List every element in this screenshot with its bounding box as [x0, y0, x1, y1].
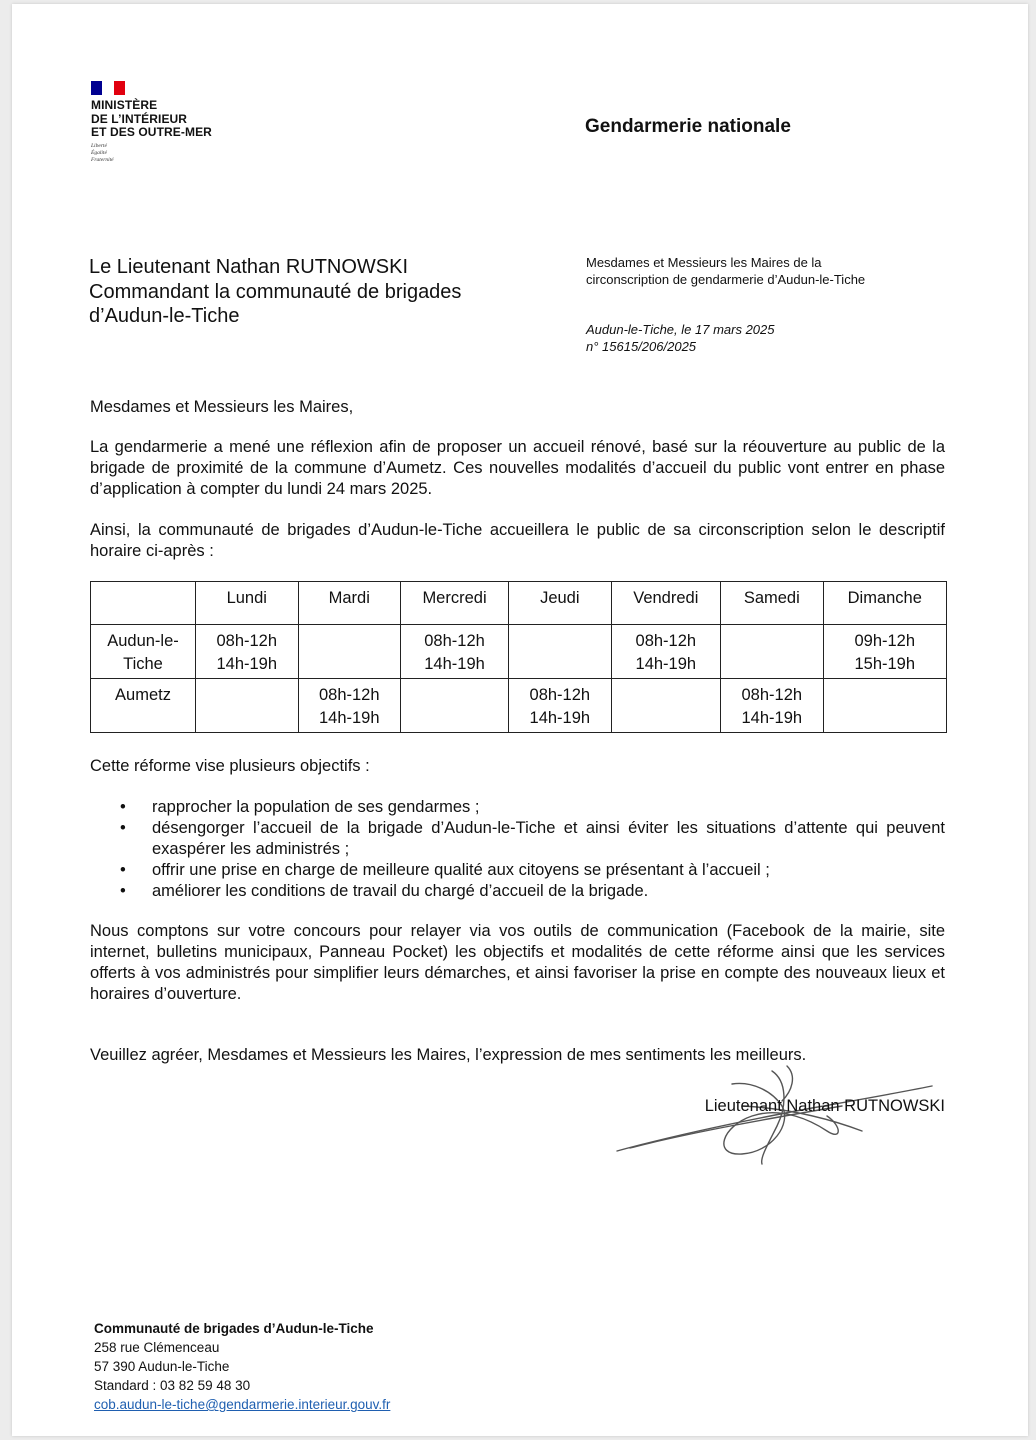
footer-unit-name: Communauté de brigades d’Audun-le-Tiche	[94, 1321, 374, 1336]
paragraph-request: Nous comptons sur votre concours pour relayer via vos outils de communication (Facebook de la mairie, site internet, bulletins municipaux, Panneau Pocket) les objectifs et modalités de cette réforme ainsi que les services offerts à vos administrés pour simplifier leurs démarches, et ainsi favoriser la prise en compte des nouveaux lieux et horaires d’ouverture.	[90, 922, 945, 1003]
flag-white	[102, 81, 113, 95]
sender-line: Le Lieutenant Nathan RUTNOWSKI	[89, 256, 409, 278]
schedule-header-cell: Vendredi	[611, 582, 720, 625]
schedule-cell	[401, 679, 509, 733]
paragraph-intro: La gendarmerie a mené une réflexion afin de proposer un accueil rénové, basé sur la réouverture au public de la brigade de proximité de la commune d’Aumetz. Ces nouvelles modalités d’accueil du public vont entrer en phase d’application à compter du lundi 24 mars 2025.	[90, 438, 945, 498]
schedule-header-cell: Dimanche	[823, 582, 946, 625]
schedule-cell	[298, 679, 401, 733]
objective-text: améliorer les conditions de travail du chargé d’accueil de la brigade.	[152, 882, 649, 900]
schedule-cell	[721, 679, 824, 733]
schedule-cell	[509, 625, 612, 679]
ministry-name	[91, 99, 251, 140]
footer-address	[94, 1319, 390, 1414]
bullet-icon: •	[120, 882, 126, 900]
hours-line: 08h-12h	[424, 632, 485, 650]
footer-city: 57 390 Audun-le-Tiche	[94, 1359, 230, 1374]
bullet-icon: •	[120, 819, 126, 837]
schedule-cell	[401, 625, 509, 679]
objectives-list	[90, 797, 945, 902]
hours-line: 15h-19h	[854, 654, 916, 673]
schedule-table	[90, 581, 947, 733]
handwritten-signature	[612, 1056, 942, 1176]
republic-motto	[91, 143, 251, 164]
letter-page	[12, 4, 1028, 1436]
signatory-name: Lieutenant Nathan RUTNOWSKI	[704, 1097, 945, 1115]
motto-line: Fraternité	[91, 156, 114, 163]
place-date: Audun-le-Tiche, le 17 mars 2025	[586, 322, 775, 337]
footer-email-link[interactable]: cob.audun-le-tiche@gendarmerie.interieur.gouv.fr	[94, 1397, 391, 1412]
schedule-location	[91, 679, 196, 733]
sender-line: d’Audun-le-Tiche	[89, 305, 240, 327]
schedule-header-cell	[91, 582, 196, 625]
list-item	[90, 818, 945, 860]
hours-line: 08h-12h	[318, 686, 380, 704]
hours-line: 14h-19h	[318, 708, 380, 727]
hours-line: 14h-19h	[424, 654, 485, 673]
sender-line: Commandant la communauté de brigades	[89, 280, 462, 303]
schedule-cell	[611, 679, 720, 733]
footer-street: 258 rue Clémenceau	[94, 1340, 220, 1355]
ministry-line: DE L’INTÉRIEUR	[91, 111, 188, 126]
schedule-header-cell: Jeudi	[509, 582, 612, 625]
schedule-cell	[721, 625, 824, 679]
sender-block	[89, 255, 461, 329]
list-item	[90, 881, 945, 902]
motto-line: Liberté	[91, 142, 107, 149]
hours-line: 08h-12h	[635, 632, 697, 650]
hours-line: 14h-19h	[635, 654, 697, 673]
hours-line: 08h-12h	[216, 632, 278, 650]
paragraph-objectives-intro: Cette réforme vise plusieurs objectifs :	[90, 757, 370, 775]
schedule-header-cell: Samedi	[721, 582, 824, 625]
location-line: Tiche	[123, 654, 163, 673]
hours-line: 08h-12h	[741, 686, 803, 704]
schedule-cell	[298, 625, 401, 679]
hours-line: 14h-19h	[741, 708, 803, 727]
date-reference	[586, 321, 775, 355]
schedule-row-aumetz	[91, 679, 947, 733]
schedule-cell	[509, 679, 612, 733]
objective-text: rapprocher la population de ses gendarmes ;	[152, 798, 480, 816]
recipient-line: Mesdames et Messieurs les Maires de la	[586, 255, 822, 270]
flag-blue	[91, 81, 102, 95]
hours-line: 09h-12h	[854, 632, 916, 650]
schedule-cell	[823, 679, 946, 733]
ministry-logo	[91, 81, 251, 164]
objective-text: désengorger l’accueil de la brigade d’Audun-le-Tiche et ainsi éviter les situations d’attente qui peuvent exaspérer les administrés ;	[152, 819, 945, 858]
recipient-block	[586, 254, 865, 288]
paragraph-schedule-intro: Ainsi, la communauté de brigades d’Audun-le-Tiche accueillera le public de sa circonscription selon le descriptif horaire ci-après :	[90, 521, 945, 560]
hours-line: 14h-19h	[216, 654, 278, 673]
list-item	[90, 860, 945, 881]
flag-red	[114, 81, 125, 95]
salutation: Mesdames et Messieurs les Maires,	[90, 398, 354, 416]
hours-line: 14h-19h	[529, 708, 591, 727]
location-line: Audun-le-	[107, 632, 179, 650]
french-flag-icon	[91, 81, 125, 95]
schedule-cell	[611, 625, 720, 679]
location-line: Aumetz	[115, 686, 171, 704]
ministry-line: MINISTÈRE	[91, 98, 158, 112]
organization-title: Gendarmerie nationale	[585, 116, 791, 137]
schedule-header-cell: Mardi	[298, 582, 401, 625]
objective-text: offrir une prise en charge de meilleure qualité aux citoyens se présentant à l’accueil ;	[152, 861, 770, 879]
bullet-icon: •	[120, 798, 126, 816]
reference-number: n° 15615/206/2025	[586, 339, 697, 354]
bullet-icon: •	[120, 861, 126, 879]
schedule-cell	[823, 625, 946, 679]
closing-formula: Veuillez agréer, Mesdames et Messieurs les Maires, l’expression de mes sentiments les meilleurs.	[90, 1046, 807, 1064]
footer-phone: Standard : 03 82 59 48 30	[94, 1378, 251, 1393]
schedule-header-cell: Lundi	[196, 582, 299, 625]
list-item	[90, 797, 945, 818]
motto-line: Égalité	[91, 149, 107, 156]
recipient-line: circonscription de gendarmerie d’Audun-le-Tiche	[586, 272, 866, 287]
schedule-header-row	[91, 582, 947, 625]
schedule-header-cell: Mercredi	[401, 582, 509, 625]
schedule-cell	[196, 679, 299, 733]
schedule-location	[91, 625, 196, 679]
hours-line: 08h-12h	[529, 686, 591, 704]
schedule-row-audun	[91, 625, 947, 679]
schedule-cell	[196, 625, 299, 679]
ministry-line: ET DES OUTRE-MER	[91, 125, 212, 139]
